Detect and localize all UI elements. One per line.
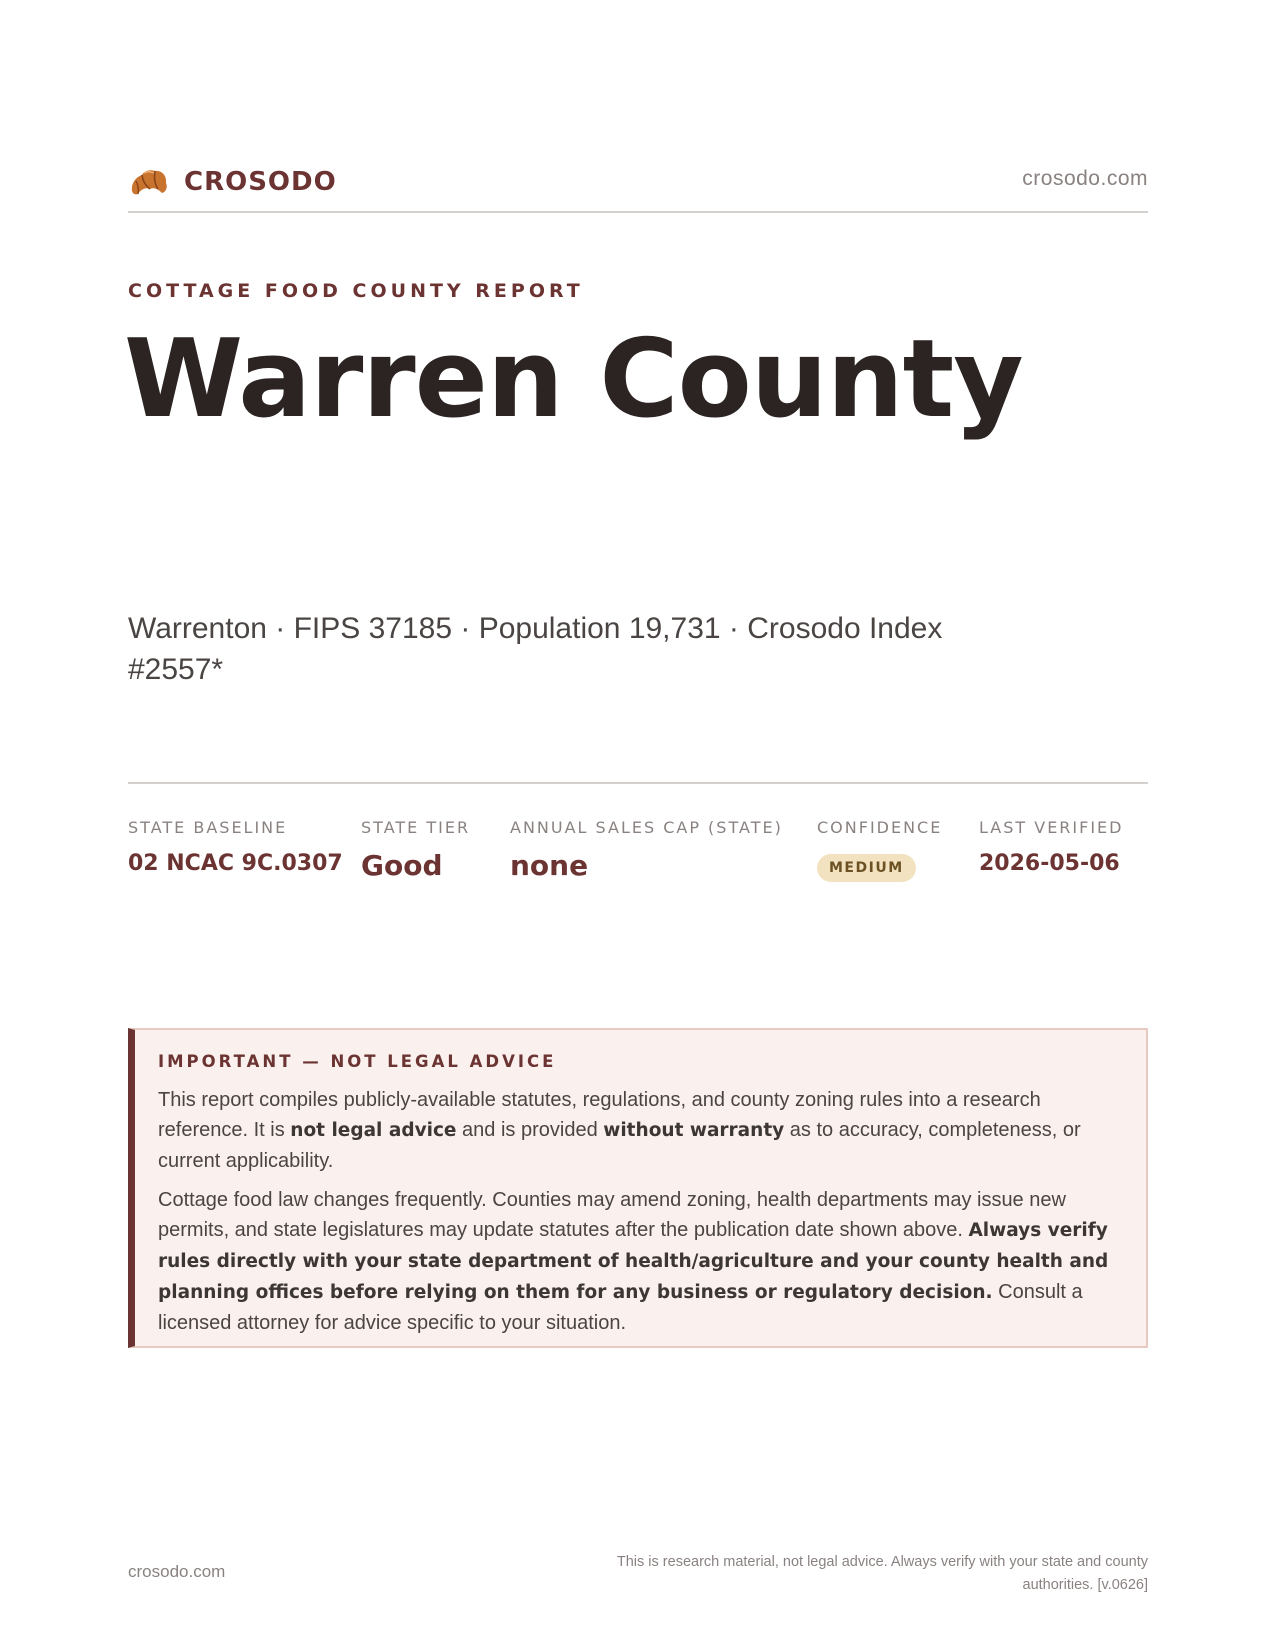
report-page: [124, 0, 1148, 1650]
stat-label: STATE BASELINE: [128, 818, 288, 837]
stat-last-verified: [979, 818, 1123, 876]
notice-emphasis: without warranty: [603, 1120, 785, 1141]
stat-label: ANNUAL SALES CAP (STATE): [510, 818, 783, 837]
site-link[interactable]: crosodo.com: [1022, 167, 1148, 190]
divider: [128, 782, 1148, 784]
stat-state-tier: [361, 818, 470, 882]
notice-text: Consult a licensed attorney for advice specific to your situation.: [158, 1281, 1083, 1334]
stat-label: CONFIDENCE: [817, 818, 943, 837]
notice-emphasis: not legal advice: [290, 1120, 457, 1141]
report-eyebrow: COTTAGE FOOD COUNTY REPORT: [128, 280, 584, 302]
stat-label: STATE TIER: [361, 818, 471, 837]
croissant-icon: [128, 161, 170, 203]
stat-state-baseline: [128, 818, 343, 876]
brand[interactable]: [128, 161, 337, 203]
brand-name: CROSODO: [184, 167, 337, 197]
stat-label: LAST VERIFIED: [979, 818, 1124, 837]
notice-emphasis: Always verify rules directly with your state department of health/agriculture and your county health and planning offices before relying on them for any business or regulatory decision.: [158, 1220, 1109, 1303]
stat-value: 02 NCAC 9C.0307: [128, 851, 343, 876]
notice-text: This report compiles publicly-available statutes, regulations, and county zoning rules into a research reference. It is: [158, 1089, 1041, 1141]
footer-site[interactable]: crosodo.com: [128, 1562, 226, 1581]
stat-value: none: [510, 849, 589, 882]
stat-value: Good: [361, 849, 443, 882]
notice-text: and is provided: [456, 1119, 604, 1141]
stat-confidence: [817, 818, 942, 882]
notice-paragraph: [158, 1085, 1120, 1176]
page-title: Warren County: [124, 317, 1023, 442]
page-header: [128, 155, 1148, 213]
footer-disclaimer: This is research material, not legal advice. Always verify with your state and county authorities. [v.0626]: [616, 1554, 1148, 1593]
legal-notice: [128, 1028, 1148, 1348]
notice-text: as to accuracy, completeness, or current applicability.: [158, 1119, 1081, 1172]
stat-annual-sales-cap: [510, 818, 783, 882]
stat-value: 2026-05-06: [979, 851, 1120, 876]
notice-heading: IMPORTANT — NOT LEGAL ADVICE: [158, 1052, 557, 1071]
notice-paragraph: [158, 1185, 1120, 1338]
report-subtitle: Warrenton · FIPS 37185 · Population 19,731 · Crosodo Index #2557*: [128, 612, 943, 686]
notice-text: Cottage food law changes frequently. Counties may amend zoning, health departments may issue new permits, and state legislatures may update statutes after the publication date shown above.: [158, 1189, 1066, 1241]
confidence-badge: MEDIUM: [817, 854, 916, 882]
